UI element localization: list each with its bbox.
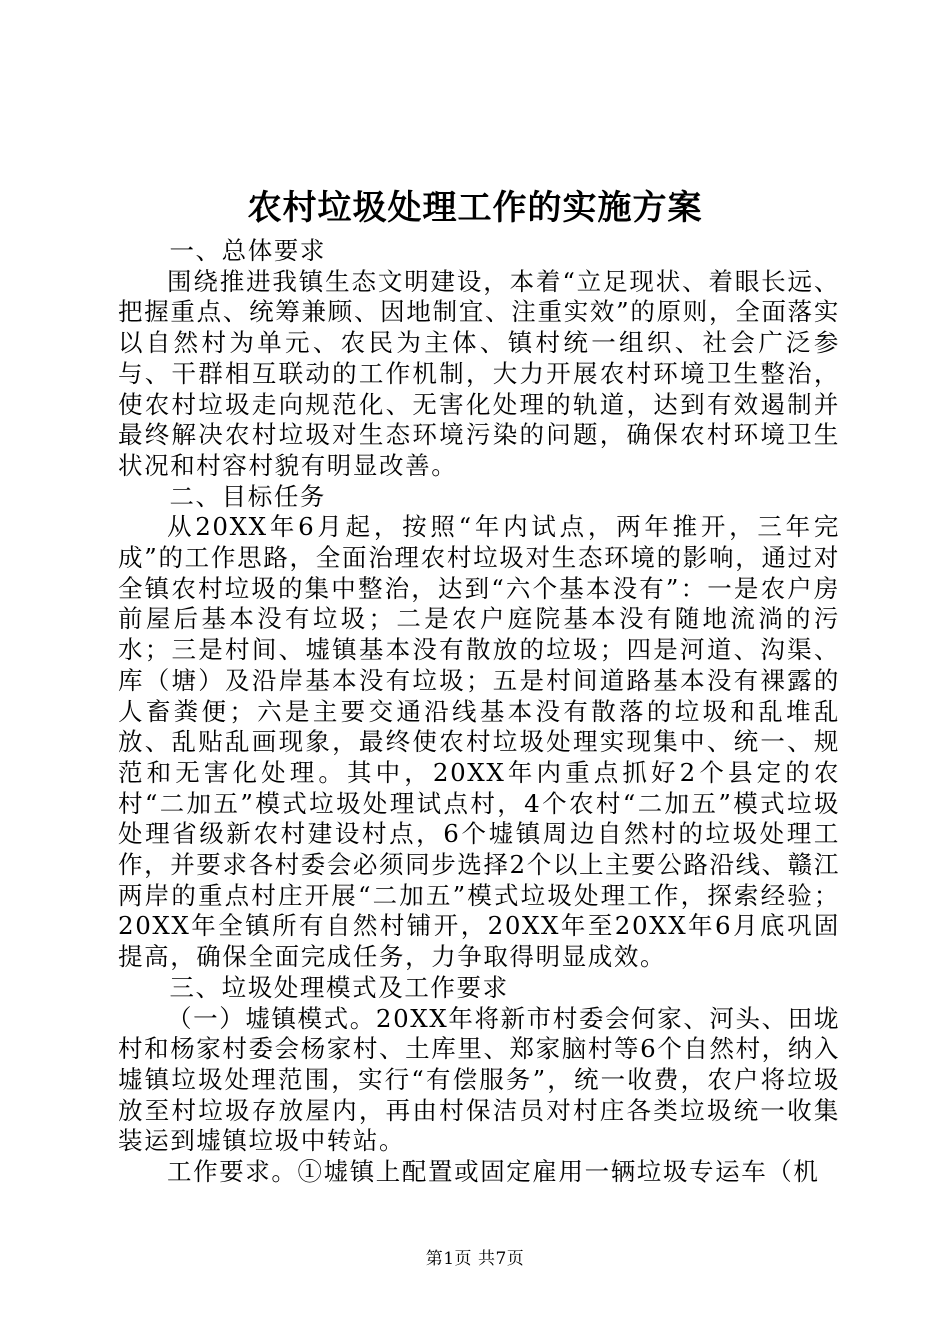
document-body [118, 236, 840, 1188]
section-heading-processing-mode: 三、垃圾处理模式及工作要求 [169, 972, 509, 1002]
section-heading-goals: 二、目标任务 [169, 481, 327, 511]
paragraph-goals: 从20XX年6月起，按照“年内试点，两年推开，三年完成”的工作思路，全面治理农村垃圾对生态环境的影响，通过对全镇农村垃圾的集中整治，达到“六个基本没有”：一是农户房前屋后基本没有垃圾；二是农户庭院基本没有随地流淌的污水；三是村间、墟镇基本没有散放的垃圾；四是河道、沟渠、库（塘）及沿岸基本没有垃圾；五是村间道路基本没有裸露的人畜粪便；六是主要交通沿线基本没有散落的垃圾和乱堆乱放、乱贴乱画现象，最终使农村垃圾处理实现集中、统一、规范和无害化处理。其中，20XX年内重点抓好2个县定的农村“二加五”模式垃圾处理试点村，4个农村“二加五”模式垃圾处理省级新农村建设村点，6个墟镇周边自然村的垃圾处理工作，并要求各村委会必须同步选择2个以上主要公路沿线、赣江两岸的重点村庄开展“二加五”模式垃圾处理工作，探索经验；20XX年全镇所有自然村铺开，20XX年至20XX年6月底巩固提高，确保全面完成任务，力争取得明显成效。 [118, 512, 840, 972]
paragraph-town-mode: （一）墟镇模式。20XX年将新市村委会何家、河头、田垅村和杨家村委会杨家村、土库里、郑家脑村等6个自然村，纳入墟镇垃圾处理范围，实行“有偿服务”，统一收费，农户将垃圾放至村垃圾存放屋内，再由村保洁员对村庄各类垃圾统一收集装运到墟镇垃圾中转站。 [118, 1003, 840, 1156]
page-footer: 第1页 共7页 [425, 1249, 525, 1269]
section-heading-general-requirements: 一、总体要求 [169, 236, 327, 265]
document-title: 农村垃圾处理工作的实施方案 [247, 188, 703, 228]
paragraph-general-requirements: 围绕推进我镇生态文明建设，本着“立足现状、着眼长远、把握重点、统筹兼顾、因地制宜、注重实效”的原则，全面落实以自然村为单元、农民为主体、镇村统一组织、社会广泛参与、干群相互联动的工作机制，大力开展农村环境卫生整治，使农村垃圾走向规范化、无害化处理的轨道，达到有效遏制并最终解决农村垃圾对生态环境污染的问题，确保农村环境卫生状况和村容村貌有明显改善。 [118, 266, 840, 480]
paragraph-work-requirements: 工作要求。①墟镇上配置或固定雇用一辆垃圾专运车（机 [167, 1157, 820, 1187]
